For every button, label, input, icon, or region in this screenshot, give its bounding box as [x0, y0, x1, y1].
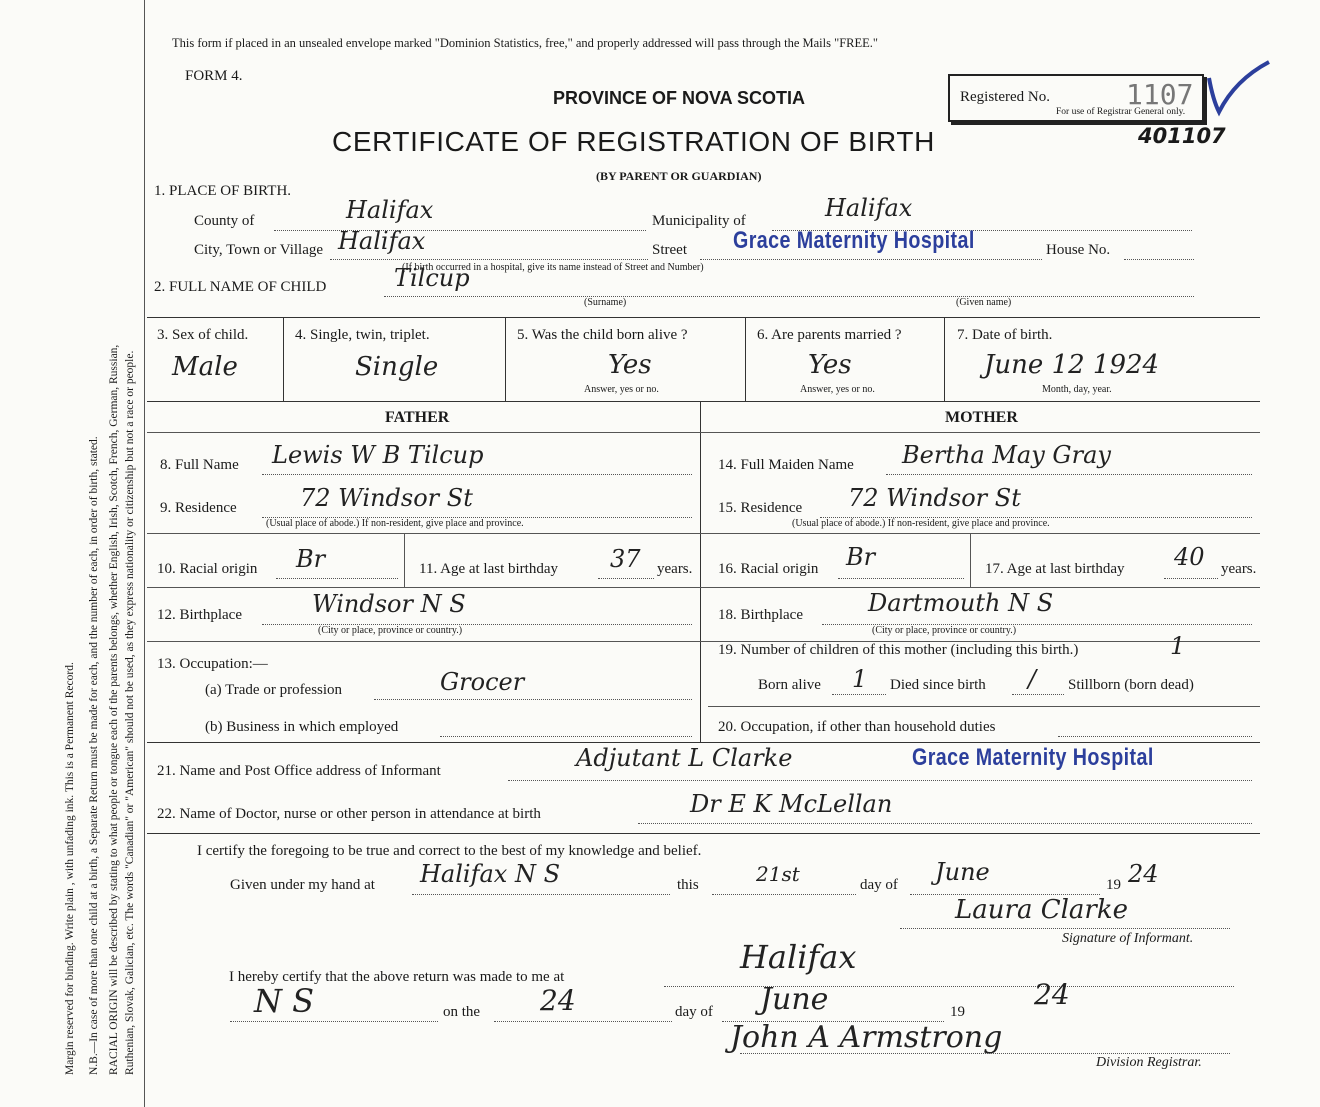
died-since-birth-value: /: [1028, 665, 1037, 693]
informant-label: 21. Name and Post Office address of Informant: [157, 763, 441, 779]
father-name-value: Lewis W B Tilcup: [272, 441, 484, 469]
registrar-day-of-label: day of: [675, 1004, 713, 1020]
given-under-hand-label: Given under my hand at: [230, 877, 375, 893]
mother-occupation-label: 20. Occupation, if other than household duties: [718, 719, 996, 735]
father-age-unit: years.: [657, 561, 693, 577]
informant-signature: Laura Clarke: [955, 895, 1128, 925]
registrar-note: For use of Registrar General only.: [1056, 107, 1186, 117]
given-day-value: 21st: [756, 862, 800, 886]
doctor-label: 22. Name of Doctor, nurse or other person in attendance at birth: [157, 806, 541, 822]
mother-race-label: 16. Racial origin: [718, 561, 819, 577]
certificate-title: CERTIFICATE OF REGISTRATION OF BIRTH: [332, 126, 935, 157]
registered-label: Registered No.: [960, 89, 1050, 105]
registrar-place-value: Halifax: [740, 938, 857, 976]
place-of-birth-heading: 1. PLACE OF BIRTH.: [154, 183, 292, 199]
doctor-value: Dr E K McLellan: [690, 790, 893, 818]
mother-age-unit: years.: [1221, 561, 1257, 577]
mother-birthplace-label: 18. Birthplace: [718, 607, 803, 623]
mother-name-value: Bertha May Gray: [902, 441, 1111, 469]
given-name-note: (Given name): [956, 297, 1012, 308]
informant-address-stamp: Grace Maternity Hospital: [912, 744, 1154, 771]
given-year-prefix: 19: [1106, 877, 1121, 893]
father-residence-value: 72 Windsor St: [300, 484, 473, 512]
surname-note: (Surname): [584, 297, 627, 308]
this-label: this: [677, 877, 699, 893]
registrar-year-prefix: 19: [950, 1004, 965, 1020]
street-stamp: Grace Maternity Hospital: [733, 227, 975, 254]
street-label: Street: [652, 242, 687, 258]
registrar-place-cont-value: N S: [254, 982, 315, 1020]
certify-statement: I certify the foregoing to be true and correct to the best of my knowledge and belief.: [197, 843, 702, 859]
registered-box: [948, 74, 1204, 122]
on-the-label: on the: [443, 1004, 481, 1020]
father-birthplace-label: 12. Birthplace: [157, 607, 242, 623]
registrar-year-value: 24: [1034, 978, 1070, 1011]
municipality-value: Halifax: [825, 194, 913, 222]
margin-note-multiple-births: N.B.—In case of more than one child at a birth, a Separate Return must be made for each, and the number of each, in order of birth, stated.: [88, 436, 100, 1075]
father-age-value: 37: [610, 545, 641, 573]
sex-label: 3. Sex of child.: [157, 327, 249, 343]
plurality-value: Single: [355, 352, 439, 382]
date-of-birth-value: June 12 1924: [984, 350, 1160, 380]
mother-age-label: 17. Age at last birthday: [985, 561, 1125, 577]
father-birthplace-value: Windsor N S: [312, 590, 466, 618]
given-year-value: 24: [1128, 860, 1159, 888]
born-alive-value: Yes: [608, 350, 652, 380]
informant-name-value: Adjutant L Clarke: [576, 744, 793, 772]
margin-note-binding: Margin reserved for binding. Write plain , with unfading ink. This is a Permanent Record.: [64, 662, 76, 1075]
stillborn-label: Stillborn (born dead): [1068, 677, 1194, 693]
died-since-birth-label: Died since birth: [890, 677, 986, 693]
registrar-day-value: 24: [540, 984, 576, 1017]
margin-note-racial-origin: RACIAL ORIGIN will be described by stating to what people or tongue each of the parents belongs, whether English, Irish, Scotch, French, German, Russian,: [108, 344, 120, 1075]
county-value: Halifax: [346, 196, 434, 224]
father-residence-note: (Usual place of abode.) If non-resident, give place and province.: [266, 518, 524, 529]
division-registrar-caption: Division Registrar.: [1096, 1055, 1202, 1070]
registrar-certify-label: I hereby certify that the above return was made to me at: [229, 969, 565, 985]
father-age-label: 11. Age at last birthday: [419, 561, 558, 577]
registrar-signature: John A Armstrong: [730, 1020, 1003, 1055]
father-occupation-label: 13. Occupation:—: [157, 656, 268, 672]
date-of-birth-note: Month, day, year.: [1042, 384, 1112, 395]
mother-birthplace-note: (City or place, province or country.): [872, 625, 1017, 636]
given-place-value: Halifax N S: [420, 860, 561, 888]
municipality-label: Municipality of: [652, 213, 746, 229]
children-count-value: 1: [1170, 632, 1186, 660]
house-number-label: House No.: [1046, 242, 1111, 258]
mother-heading: MOTHER: [945, 409, 1018, 426]
sex-value: Male: [172, 352, 238, 382]
business-label: (b) Business in which employed: [205, 719, 399, 735]
stamp-number: 401107: [1138, 124, 1226, 148]
mother-name-label: 14. Full Maiden Name: [718, 457, 854, 473]
father-race-value: Br: [296, 545, 326, 573]
children-count-label: 19. Number of children of this mother (including this birth.): [718, 642, 1079, 658]
mother-residence-value: 72 Windsor St: [848, 484, 1021, 512]
parents-married-label: 6. Are parents married ?: [757, 327, 902, 343]
born-alive-count-label: Born alive: [758, 677, 821, 693]
registrar-month-value: June: [760, 982, 829, 1017]
born-alive-label: 5. Was the child born alive ?: [517, 327, 688, 343]
given-month-value: June: [935, 858, 990, 886]
margin-note-racial-origin-cont: Ruthenian, Slovak, Galician, etc. The words "Canadian" or "American" should not be used, as they express nationality or citizenship but not a race or people.: [124, 350, 136, 1075]
father-birthplace-note: (City or place, province or country.): [318, 625, 463, 636]
father-residence-label: 9. Residence: [160, 500, 237, 516]
mother-birthplace-value: Dartmouth N S: [868, 589, 1054, 617]
child-name-label: 2. FULL NAME OF CHILD: [154, 279, 327, 295]
county-label: County of: [194, 213, 255, 229]
province-heading: PROVINCE OF NOVA SCOTIA: [553, 88, 806, 108]
checkmark-icon: [1205, 60, 1275, 120]
plurality-label: 4. Single, twin, triplet.: [295, 327, 430, 343]
mail-notice: This form if placed in an unsealed envelope marked "Dominion Statistics, free," and properly addressed will pass through the Mails "FREE.": [172, 36, 879, 50]
city-value: Halifax: [338, 227, 426, 255]
informant-signature-caption: Signature of Informant.: [1062, 931, 1194, 946]
parents-married-value: Yes: [808, 350, 852, 380]
trade-label: (a) Trade or profession: [205, 682, 343, 698]
certificate-subtitle: (BY PARENT OR GUARDIAN): [596, 169, 762, 183]
date-of-birth-label: 7. Date of birth.: [957, 327, 1053, 343]
father-name-label: 8. Full Name: [160, 457, 239, 473]
mother-age-value: 40: [1174, 543, 1205, 571]
father-heading: FATHER: [385, 409, 450, 426]
registered-number: 1107: [1126, 78, 1194, 111]
form-number: FORM 4.: [185, 68, 243, 84]
father-race-label: 10. Racial origin: [157, 561, 258, 577]
binding-margin-line: [144, 0, 145, 1107]
given-day-of-label: day of: [860, 877, 898, 893]
born-alive-count-value: 1: [852, 665, 868, 693]
child-surname-value: Tilcup: [394, 264, 470, 292]
parents-married-note: Answer, yes or no.: [800, 384, 875, 395]
mother-race-value: Br: [846, 543, 876, 571]
hospital-note: (If birth occurred in a hospital, give its name instead of Street and Number): [402, 262, 704, 273]
mother-residence-note: (Usual place of abode.) If non-resident, give place and province.: [792, 518, 1050, 529]
born-alive-note: Answer, yes or no.: [584, 384, 659, 395]
mother-residence-label: 15. Residence: [718, 500, 803, 516]
city-label: City, Town or Village: [194, 242, 324, 258]
trade-value: Grocer: [440, 668, 525, 696]
